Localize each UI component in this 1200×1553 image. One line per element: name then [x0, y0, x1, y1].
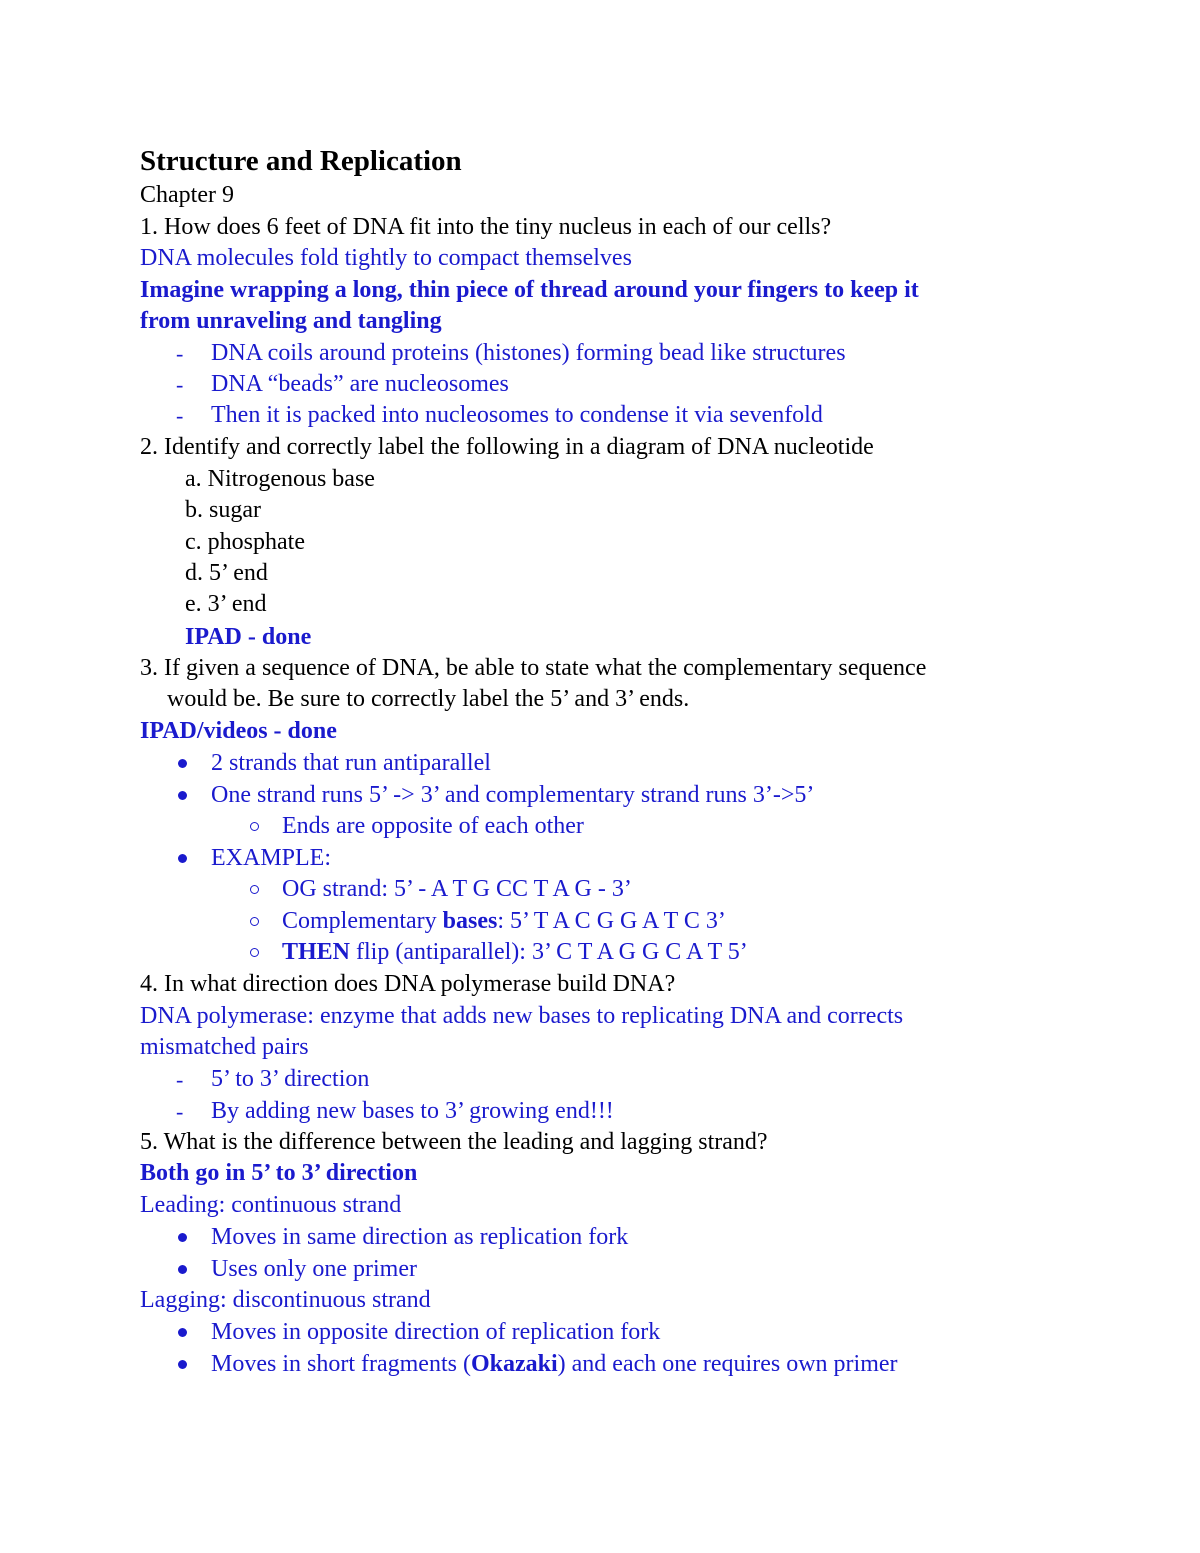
q1-analogy-line1: Imagine wrapping a long, thin piece of thread around your fingers to keep it [140, 277, 919, 303]
question-1: 1. How does 6 feet of DNA fit into the tiny nucleus in each of our cells? [140, 214, 832, 240]
bullet-ring-icon [250, 822, 259, 831]
bullet-dot-icon [178, 759, 187, 768]
q3-example-og: OG strand: 5’ - A T G CC T A G - 3’ [282, 876, 632, 902]
question-3-line1: 3. If given a sequence of DNA, be able to state what the complementary sequence [140, 655, 927, 681]
q1-bullet-item: DNA “beads” are nucleosomes [211, 371, 509, 397]
text-run: flip (antiparallel): 3’ C T A G G C A T 5’ [350, 939, 748, 965]
q2-list-item: e. 3’ end [185, 591, 267, 617]
q4-answer-line1: DNA polymerase: enzyme that adds new bases to replicating DNA and corrects [140, 1003, 904, 1029]
dash-bullet-marker: - [176, 341, 184, 366]
bullet-dot-icon [178, 1360, 187, 1369]
q2-list-item: c. phosphate [185, 529, 305, 555]
bullet-ring-icon [250, 917, 259, 926]
question-5: 5. What is the difference between the leading and lagging strand? [140, 1129, 768, 1155]
q1-bullet-item: DNA coils around proteins (histones) forming bead like structures [211, 340, 846, 366]
bullet-dot-icon [178, 1328, 187, 1337]
q4-bullet: 5’ to 3’ direction [211, 1066, 370, 1092]
q1-answer: DNA molecules fold tightly to compact themselves [140, 245, 632, 271]
q3-bullet: One strand runs 5’ -> 3’ and complementary strand runs 3’->5’ [211, 782, 815, 808]
chapter-label: Chapter 9 [140, 182, 234, 208]
question-3-line2: would be. Be sure to correctly label the 5’ and 3’ ends. [167, 686, 690, 712]
q3-example-flip [282, 937, 748, 967]
q2-list-item: a. Nitrogenous base [185, 466, 375, 492]
text-run-bold: bases [442, 908, 498, 934]
q4-bullet: By adding new bases to 3’ growing end!!! [211, 1098, 614, 1124]
q5-leading-bullet: Uses only one primer [211, 1256, 417, 1282]
q1-bullet-item: Then it is packed into nucleosomes to condense it via sevenfold [211, 402, 823, 428]
dash-bullet-marker: - [176, 372, 184, 397]
q2-status: IPAD - done [185, 624, 312, 650]
q2-list-item: b. sugar [185, 497, 261, 523]
question-2: 2. Identify and correctly label the following in a diagram of DNA nucleotide [140, 434, 874, 460]
bullet-ring-icon [250, 885, 259, 894]
text-run: ) and each one requires own primer [557, 1351, 898, 1377]
q3-example-complementary [282, 906, 726, 936]
text-run: Complementary [282, 908, 443, 934]
dash-bullet-marker: - [176, 1067, 184, 1092]
bullet-dot-icon [178, 854, 187, 863]
q5-both: Both go in 5’ to 3’ direction [140, 1160, 418, 1186]
q5-leading: Leading: continuous strand [140, 1192, 402, 1218]
bullet-dot-icon [178, 1265, 187, 1274]
q4-answer-line2: mismatched pairs [140, 1034, 309, 1060]
text-run: : 5’ T A C G G A T C 3’ [497, 908, 726, 934]
q3-bullet: 2 strands that run antiparallel [211, 750, 491, 776]
bullet-ring-icon [250, 948, 259, 957]
q5-lagging-bullet: Moves in opposite direction of replication fork [211, 1319, 661, 1345]
dash-bullet-marker: - [176, 1099, 184, 1124]
question-4: 4. In what direction does DNA polymerase build DNA? [140, 971, 676, 997]
q3-bullet: EXAMPLE: [211, 845, 331, 871]
document-title: Structure and Replication [140, 145, 462, 177]
bullet-dot-icon [178, 1233, 187, 1242]
q3-sub-bullet: Ends are opposite of each other [282, 813, 584, 839]
q2-list-item: d. 5’ end [185, 560, 268, 586]
q1-analogy-line2: from unraveling and tangling [140, 308, 442, 334]
q3-status: IPAD/videos - done [140, 718, 337, 744]
text-run: Moves in short fragments ( [211, 1351, 471, 1377]
text-run-bold: Okazaki [470, 1351, 558, 1377]
q5-leading-bullet: Moves in same direction as replication fork [211, 1224, 629, 1250]
dash-bullet-marker: - [176, 403, 184, 428]
bullet-dot-icon [178, 791, 187, 800]
text-run-bold: THEN [282, 939, 351, 965]
q5-lagging: Lagging: discontinuous strand [140, 1287, 431, 1313]
q5-lagging-bullet [211, 1349, 898, 1379]
